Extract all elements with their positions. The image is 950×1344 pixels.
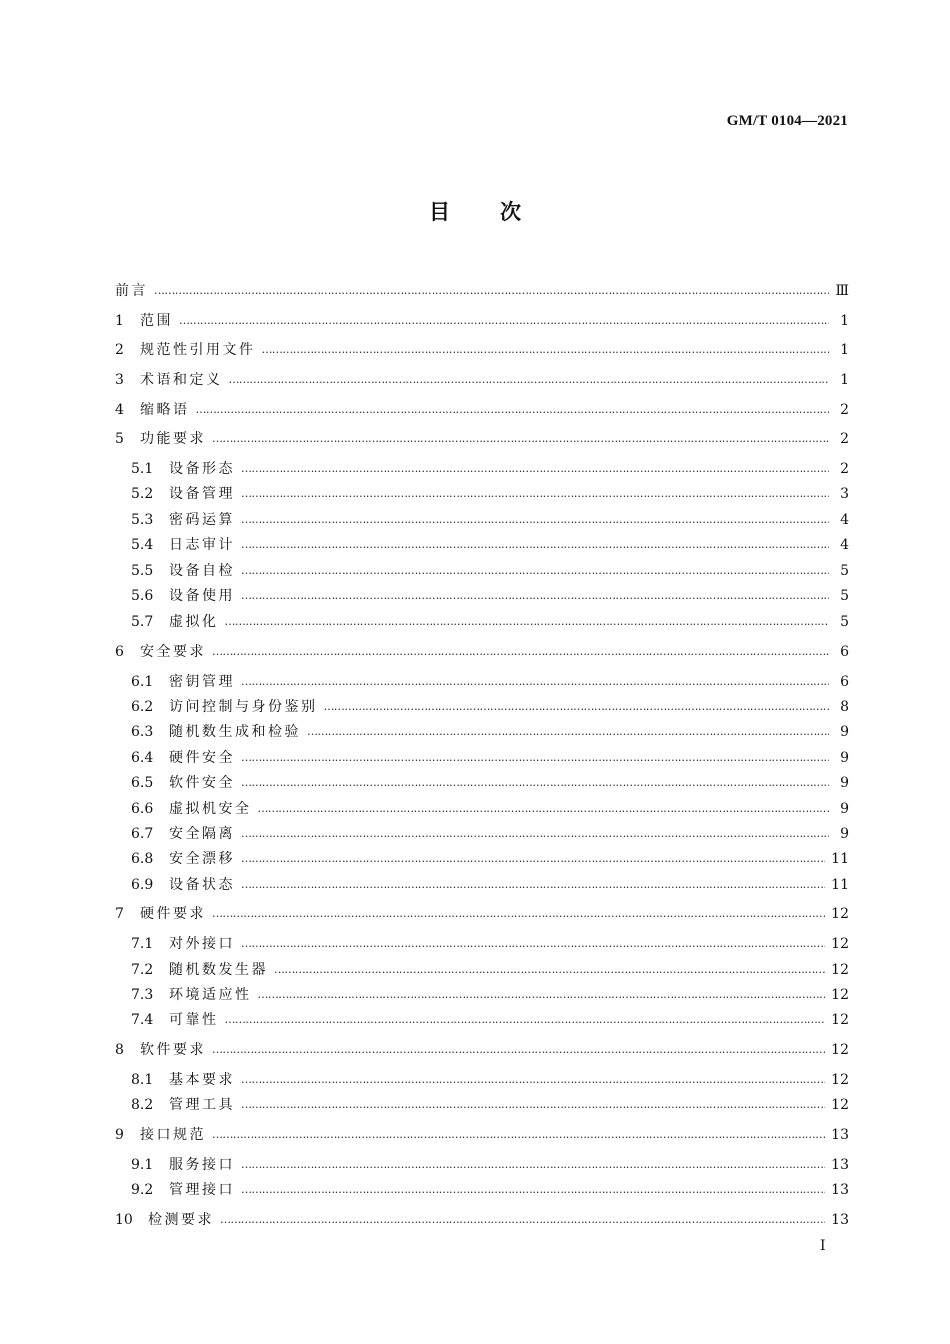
toc-entry-label: 访问控制与身份鉴别 (169, 699, 318, 715)
toc-entry-label: 虚拟机安全 (169, 801, 252, 817)
toc-leader-dots (274, 960, 825, 980)
toc-entry[interactable] (131, 1180, 849, 1200)
toc-entry[interactable] (115, 1040, 849, 1060)
toc-entry-label: 管理接口 (169, 1182, 235, 1198)
toc-entry-number: 6.6 (131, 801, 154, 817)
toc-entry[interactable] (115, 429, 849, 449)
toc-entry-page: 1 (840, 342, 849, 358)
toc-entry-label: 环境适应性 (169, 987, 252, 1003)
toc-entry-page: 12 (831, 987, 849, 1003)
toc-entry[interactable] (115, 340, 849, 360)
toc-entry-page: 4 (840, 537, 849, 553)
toc-entry-number: 5.4 (131, 537, 154, 553)
toc-leader-dots (241, 484, 829, 504)
toc-leader-dots (241, 824, 829, 844)
toc-entry-label: 规范性引用文件 (140, 342, 256, 358)
toc-entry-label: 可靠性 (169, 1012, 219, 1028)
toc-entry-page: 13 (831, 1127, 849, 1143)
toc-entry-number: 9 (115, 1127, 124, 1143)
toc-leader-dots (229, 370, 830, 390)
toc-entry[interactable] (131, 849, 849, 869)
toc-entry-page: 1 (840, 313, 849, 329)
toc-entry-label: 随机数生成和检验 (169, 724, 301, 740)
toc-entry-label: 软件安全 (169, 775, 235, 791)
toc-entry-page: Ⅲ (835, 283, 849, 299)
toc-entry-page: 5 (840, 588, 849, 604)
toc-entry-number: 7 (115, 906, 124, 922)
toc-entry-page: 13 (831, 1212, 849, 1228)
toc-entry-number: 5.7 (131, 614, 154, 630)
toc-entry[interactable] (131, 1010, 849, 1030)
toc-entry-label: 术语和定义 (140, 372, 223, 388)
toc-entry-number: 8.2 (131, 1097, 154, 1113)
toc-entry-page: 11 (831, 851, 849, 867)
toc-entry-number: 4 (115, 402, 124, 418)
toc-entry-label: 安全隔离 (169, 826, 235, 842)
toc-entry-number: 5.2 (131, 486, 154, 502)
toc-entry-label: 设备管理 (169, 486, 235, 502)
toc-leader-dots (241, 672, 829, 692)
toc-leader-dots (241, 510, 829, 530)
toc-entry-label: 检测要求 (148, 1212, 214, 1228)
toc-leader-dots (212, 904, 825, 924)
toc-entry-label: 设备形态 (169, 461, 235, 477)
toc-entry-page: 12 (831, 1072, 849, 1088)
toc-entry-page: 12 (831, 906, 849, 922)
toc-entry[interactable] (131, 1070, 849, 1090)
toc-entry[interactable] (131, 985, 849, 1005)
toc-leader-dots (241, 1155, 825, 1175)
toc-entry[interactable] (131, 561, 849, 581)
toc-entry-page: 2 (840, 431, 849, 447)
toc-entry[interactable] (131, 824, 849, 844)
toc-entry[interactable] (115, 642, 849, 662)
toc-entry-label: 设备自检 (169, 563, 235, 579)
toc-leader-dots (179, 311, 829, 331)
toc-entry-label: 功能要求 (140, 431, 206, 447)
toc-entry-number: 5.1 (131, 461, 154, 477)
toc-leader-dots (241, 748, 829, 768)
toc-title (0, 196, 950, 226)
toc-leader-dots (220, 1210, 825, 1230)
toc-entry-number: 8.1 (131, 1072, 154, 1088)
toc-leader-dots (241, 875, 825, 895)
toc-leader-dots (241, 934, 825, 954)
toc-entry-label: 安全要求 (140, 644, 206, 660)
toc-entry[interactable] (131, 722, 849, 742)
toc-entry-label: 设备使用 (169, 588, 235, 604)
toc-entry-label: 硬件安全 (169, 750, 235, 766)
toc-leader-dots (154, 281, 829, 301)
toc-entry-label: 管理工具 (169, 1097, 235, 1113)
toc-entry-page: 2 (840, 402, 849, 418)
toc-leader-dots (258, 799, 830, 819)
toc-entry-number: 6.9 (131, 877, 154, 893)
toc-entry-number: 5 (115, 431, 124, 447)
toc-entry-page: 9 (840, 724, 849, 740)
toc-entry-page: 9 (840, 750, 849, 766)
toc-entry-number: 7.1 (131, 936, 154, 952)
toc-entry-page: 1 (840, 372, 849, 388)
toc-entry[interactable] (131, 748, 849, 768)
toc-entry-label: 密码运算 (169, 512, 235, 528)
toc-entry[interactable] (131, 875, 849, 895)
toc-entry-number: 7.2 (131, 962, 154, 978)
toc-entry-label: 缩略语 (140, 402, 190, 418)
toc-entry-page: 5 (840, 614, 849, 630)
toc-entry-page: 6 (840, 674, 849, 690)
toc-entry[interactable] (131, 799, 849, 819)
page-number: I (820, 1238, 826, 1254)
toc-entry[interactable] (131, 484, 849, 504)
toc-leader-dots (212, 429, 829, 449)
toc-entry-number: 9.2 (131, 1182, 154, 1198)
toc-entry-page: 12 (831, 962, 849, 978)
toc-leader-dots (307, 722, 829, 742)
toc-entry-page: 9 (840, 801, 849, 817)
toc-entry[interactable] (131, 934, 849, 954)
toc-entry[interactable] (131, 459, 849, 479)
toc-entry[interactable] (131, 510, 849, 530)
toc-leader-dots (241, 1095, 825, 1115)
toc-entry-number: 6.4 (131, 750, 154, 766)
toc-entry-page: 12 (831, 1042, 849, 1058)
toc-entry-number: 7.3 (131, 987, 154, 1003)
standard-code: GM/T 0104—2021 (726, 113, 848, 129)
toc-entry-page: 12 (831, 1097, 849, 1113)
toc-entry-page: 8 (840, 699, 849, 715)
toc-entry-label: 基本要求 (169, 1072, 235, 1088)
toc-entry[interactable] (131, 773, 849, 793)
toc-entry[interactable] (131, 960, 849, 980)
toc-entry-label: 范围 (140, 313, 173, 329)
toc-leader-dots (241, 459, 829, 479)
toc-leader-dots (241, 535, 829, 555)
toc-entry-number: 9.1 (131, 1157, 154, 1173)
toc-title-left: 目 (429, 200, 450, 224)
toc-entry-page: 6 (840, 644, 849, 660)
toc-entry-label: 随机数发生器 (169, 962, 268, 978)
toc-entry-label: 安全漂移 (169, 851, 235, 867)
toc-entry[interactable] (115, 281, 849, 301)
toc-entry-label: 接口规范 (140, 1127, 206, 1143)
toc-entry-page: 9 (840, 826, 849, 842)
toc-entry-number: 6.7 (131, 826, 154, 842)
toc-entry-number: 5.6 (131, 588, 154, 604)
toc-entry-number: 8 (115, 1042, 124, 1058)
toc-entry[interactable] (115, 1210, 849, 1230)
toc-entry-label: 密钥管理 (169, 674, 235, 690)
toc-leader-dots (212, 1040, 825, 1060)
toc-entry-number: 6.1 (131, 674, 154, 690)
toc-entry[interactable] (131, 586, 849, 606)
toc-entry[interactable] (131, 697, 849, 717)
toc-entry-page: 4 (840, 512, 849, 528)
toc-title-right: 次 (500, 200, 521, 224)
toc-entry-page: 13 (831, 1157, 849, 1173)
toc-entry[interactable] (131, 535, 849, 555)
toc-entry-number: 1 (115, 313, 124, 329)
toc-entry[interactable] (115, 400, 849, 420)
toc-leader-dots (241, 773, 829, 793)
toc-entry-label: 软件要求 (140, 1042, 206, 1058)
toc-leader-dots (212, 1125, 825, 1145)
toc-leader-dots (225, 612, 830, 632)
toc-entry-number: 5.3 (131, 512, 154, 528)
toc-leader-dots (241, 561, 829, 581)
toc-entry-label: 设备状态 (169, 877, 235, 893)
toc-entry-page: 12 (831, 936, 849, 952)
toc-entry-number: 6 (115, 644, 124, 660)
toc-entry-number: 6.2 (131, 699, 154, 715)
toc-entry-number: 10 (115, 1212, 133, 1228)
toc-entry-number: 6.3 (131, 724, 154, 740)
toc-leader-dots (241, 849, 825, 869)
toc-entry-number: 5.5 (131, 563, 154, 579)
toc-leader-dots (324, 697, 830, 717)
toc-entry-number: 3 (115, 372, 124, 388)
toc-leader-dots (225, 1010, 826, 1030)
toc-entry-page: 12 (831, 1012, 849, 1028)
toc-leader-dots (196, 400, 830, 420)
toc-entry[interactable] (131, 1155, 849, 1175)
toc-entry-page: 3 (840, 486, 849, 502)
toc-entry-label: 服务接口 (169, 1157, 235, 1173)
toc-entry-label: 虚拟化 (169, 614, 219, 630)
toc-entry-label: 对外接口 (169, 936, 235, 952)
toc-entry-page: 2 (840, 461, 849, 477)
toc-entry-page: 5 (840, 563, 849, 579)
toc-entry-label: 硬件要求 (140, 906, 206, 922)
toc-leader-dots (258, 985, 826, 1005)
toc-entry[interactable] (115, 311, 849, 331)
toc-entry-number: 2 (115, 342, 124, 358)
toc-entry-label: 日志审计 (169, 537, 235, 553)
toc-entry[interactable] (131, 612, 849, 632)
toc-entry-number: 7.4 (131, 1012, 154, 1028)
toc-entry-page: 11 (831, 877, 849, 893)
toc-entry-page: 9 (840, 775, 849, 791)
toc-leader-dots (212, 642, 829, 662)
toc-entry[interactable] (115, 1125, 849, 1145)
toc-entry[interactable] (115, 904, 849, 924)
toc-entry-number: 6.8 (131, 851, 154, 867)
toc-entry-page: 13 (831, 1182, 849, 1198)
toc-leader-dots (262, 340, 830, 360)
toc-entry[interactable] (131, 672, 849, 692)
toc-entry-number: 6.5 (131, 775, 154, 791)
toc-entry[interactable] (131, 1095, 849, 1115)
toc-leader-dots (241, 586, 829, 606)
toc-entry-label: 前言 (115, 283, 148, 299)
toc-leader-dots (241, 1180, 825, 1200)
toc-leader-dots (241, 1070, 825, 1090)
toc-entry[interactable] (115, 370, 849, 390)
